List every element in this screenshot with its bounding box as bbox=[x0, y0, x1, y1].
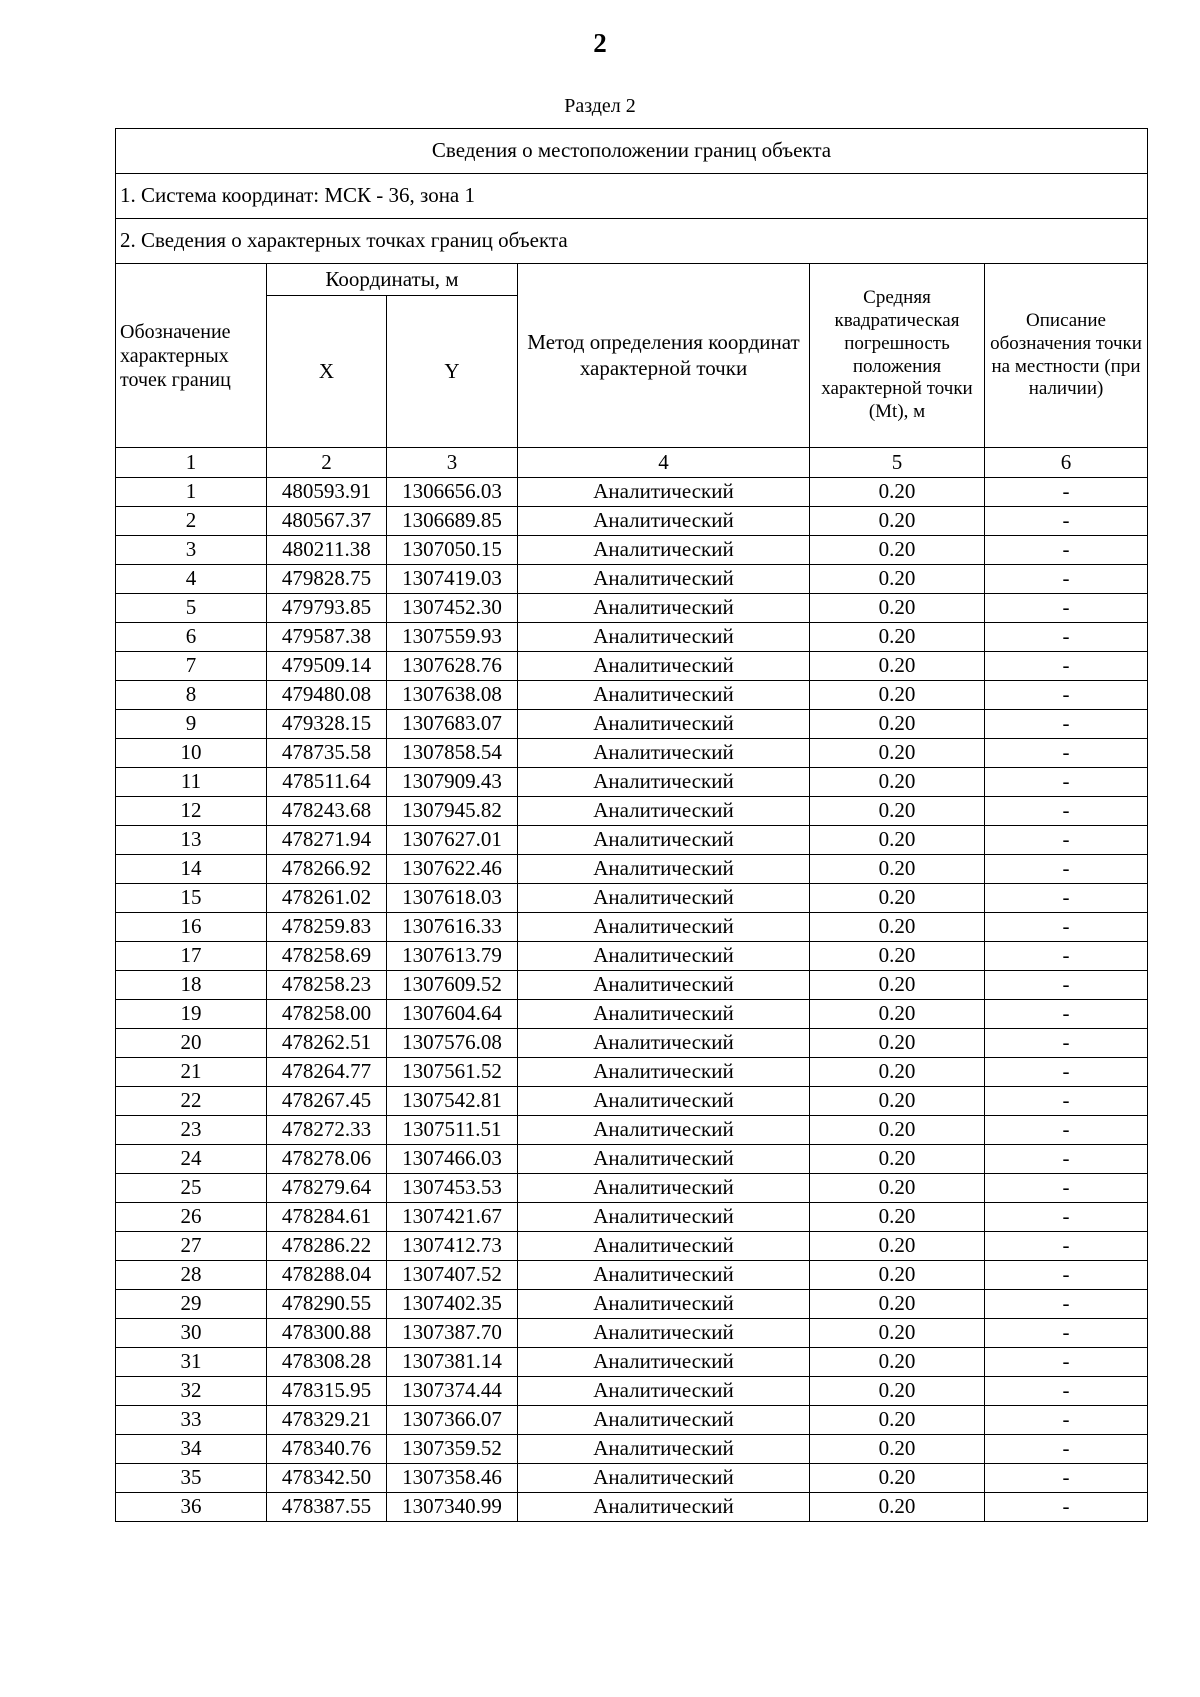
table-row bbox=[116, 855, 1148, 884]
table-row bbox=[116, 1406, 1148, 1435]
y-coordinate-cell: 1307511.51 bbox=[387, 1116, 518, 1145]
table-row bbox=[116, 1261, 1148, 1290]
error-cell: 0.20 bbox=[810, 913, 985, 942]
y-coordinate-cell: 1307359.52 bbox=[387, 1435, 518, 1464]
description-cell: - bbox=[985, 739, 1148, 768]
x-coordinate-cell: 478258.23 bbox=[267, 971, 387, 1000]
table-row bbox=[116, 1232, 1148, 1261]
column-number: 2 bbox=[267, 448, 387, 478]
error-cell: 0.20 bbox=[810, 623, 985, 652]
description-cell: - bbox=[985, 1464, 1148, 1493]
table-row bbox=[116, 942, 1148, 971]
error-cell: 0.20 bbox=[810, 1232, 985, 1261]
description-cell: - bbox=[985, 1058, 1148, 1087]
x-coordinate-cell: 478342.50 bbox=[267, 1464, 387, 1493]
header-y: Y bbox=[387, 296, 518, 448]
table-row bbox=[116, 594, 1148, 623]
error-cell: 0.20 bbox=[810, 594, 985, 623]
table-row bbox=[116, 507, 1148, 536]
x-coordinate-cell: 478271.94 bbox=[267, 826, 387, 855]
table-row bbox=[116, 1145, 1148, 1174]
error-cell: 0.20 bbox=[810, 565, 985, 594]
y-coordinate-cell: 1307050.15 bbox=[387, 536, 518, 565]
x-coordinate-cell: 478300.88 bbox=[267, 1319, 387, 1348]
point-number-cell: 26 bbox=[116, 1203, 267, 1232]
column-number: 6 bbox=[985, 448, 1148, 478]
description-cell: - bbox=[985, 1319, 1148, 1348]
error-cell: 0.20 bbox=[810, 1145, 985, 1174]
point-number-cell: 22 bbox=[116, 1087, 267, 1116]
method-cell: Аналитический bbox=[518, 565, 810, 594]
method-cell: Аналитический bbox=[518, 739, 810, 768]
method-cell: Аналитический bbox=[518, 1087, 810, 1116]
description-cell: - bbox=[985, 652, 1148, 681]
error-cell: 0.20 bbox=[810, 710, 985, 739]
column-number: 4 bbox=[518, 448, 810, 478]
x-coordinate-cell: 479480.08 bbox=[267, 681, 387, 710]
description-cell: - bbox=[985, 942, 1148, 971]
table-row bbox=[116, 1290, 1148, 1319]
table-row bbox=[116, 681, 1148, 710]
description-cell: - bbox=[985, 1290, 1148, 1319]
x-coordinate-cell: 478262.51 bbox=[267, 1029, 387, 1058]
point-number-cell: 1 bbox=[116, 478, 267, 507]
x-coordinate-cell: 480567.37 bbox=[267, 507, 387, 536]
table-row bbox=[116, 478, 1148, 507]
description-cell: - bbox=[985, 478, 1148, 507]
table-row bbox=[116, 1348, 1148, 1377]
column-number: 3 bbox=[387, 448, 518, 478]
x-coordinate-cell: 478243.68 bbox=[267, 797, 387, 826]
table-row bbox=[116, 913, 1148, 942]
y-coordinate-cell: 1307412.73 bbox=[387, 1232, 518, 1261]
error-cell: 0.20 bbox=[810, 942, 985, 971]
method-cell: Аналитический bbox=[518, 478, 810, 507]
method-cell: Аналитический bbox=[518, 1348, 810, 1377]
method-cell: Аналитический bbox=[518, 536, 810, 565]
table-row bbox=[116, 1116, 1148, 1145]
error-cell: 0.20 bbox=[810, 1203, 985, 1232]
error-cell: 0.20 bbox=[810, 1261, 985, 1290]
error-cell: 0.20 bbox=[810, 1058, 985, 1087]
error-cell: 0.20 bbox=[810, 826, 985, 855]
header-method: Метод определения координат характерной точки bbox=[518, 264, 810, 448]
x-coordinate-cell: 480211.38 bbox=[267, 536, 387, 565]
method-cell: Аналитический bbox=[518, 855, 810, 884]
table-row bbox=[116, 1203, 1148, 1232]
description-cell: - bbox=[985, 768, 1148, 797]
description-cell: - bbox=[985, 565, 1148, 594]
table-row bbox=[116, 1377, 1148, 1406]
x-coordinate-cell: 478278.06 bbox=[267, 1145, 387, 1174]
page-number: 2 bbox=[593, 28, 607, 58]
x-coordinate-cell: 478258.00 bbox=[267, 1000, 387, 1029]
x-coordinate-cell: 478266.92 bbox=[267, 855, 387, 884]
x-coordinate-cell: 478286.22 bbox=[267, 1232, 387, 1261]
description-cell: - bbox=[985, 1493, 1148, 1522]
table-row bbox=[116, 1174, 1148, 1203]
point-number-cell: 31 bbox=[116, 1348, 267, 1377]
table-row bbox=[116, 1029, 1148, 1058]
method-cell: Аналитический bbox=[518, 1464, 810, 1493]
table-row bbox=[116, 1087, 1148, 1116]
description-cell: - bbox=[985, 1203, 1148, 1232]
method-cell: Аналитический bbox=[518, 507, 810, 536]
y-coordinate-cell: 1307387.70 bbox=[387, 1319, 518, 1348]
x-coordinate-cell: 478315.95 bbox=[267, 1377, 387, 1406]
error-cell: 0.20 bbox=[810, 478, 985, 507]
x-coordinate-cell: 480593.91 bbox=[267, 478, 387, 507]
column-number: 1 bbox=[116, 448, 267, 478]
y-coordinate-cell: 1307622.46 bbox=[387, 855, 518, 884]
table-row bbox=[116, 1435, 1148, 1464]
error-cell: 0.20 bbox=[810, 1406, 985, 1435]
method-cell: Аналитический bbox=[518, 1116, 810, 1145]
method-cell: Аналитический bbox=[518, 1261, 810, 1290]
x-coordinate-cell: 478258.69 bbox=[267, 942, 387, 971]
method-cell: Аналитический bbox=[518, 797, 810, 826]
x-coordinate-cell: 478290.55 bbox=[267, 1290, 387, 1319]
table-row bbox=[116, 652, 1148, 681]
method-cell: Аналитический bbox=[518, 884, 810, 913]
x-coordinate-cell: 478329.21 bbox=[267, 1406, 387, 1435]
y-coordinate-cell: 1307421.67 bbox=[387, 1203, 518, 1232]
point-number-cell: 29 bbox=[116, 1290, 267, 1319]
table-body bbox=[116, 478, 1148, 1522]
description-cell: - bbox=[985, 1145, 1148, 1174]
method-cell: Аналитический bbox=[518, 1145, 810, 1174]
y-coordinate-cell: 1307576.08 bbox=[387, 1029, 518, 1058]
x-coordinate-cell: 478340.76 bbox=[267, 1435, 387, 1464]
method-cell: Аналитический bbox=[518, 1493, 810, 1522]
x-coordinate-cell: 478267.45 bbox=[267, 1087, 387, 1116]
boundary-points-table bbox=[115, 128, 1148, 1522]
x-coordinate-cell: 478308.28 bbox=[267, 1348, 387, 1377]
error-cell: 0.20 bbox=[810, 1029, 985, 1058]
method-cell: Аналитический bbox=[518, 971, 810, 1000]
method-cell: Аналитический bbox=[518, 768, 810, 797]
table-row bbox=[116, 797, 1148, 826]
method-cell: Аналитический bbox=[518, 1203, 810, 1232]
point-number-cell: 34 bbox=[116, 1435, 267, 1464]
table-row bbox=[116, 1464, 1148, 1493]
point-number-cell: 10 bbox=[116, 739, 267, 768]
point-number-cell: 35 bbox=[116, 1464, 267, 1493]
column-numbers-row bbox=[116, 448, 1148, 478]
x-coordinate-cell: 478264.77 bbox=[267, 1058, 387, 1087]
description-cell: - bbox=[985, 855, 1148, 884]
y-coordinate-cell: 1307628.76 bbox=[387, 652, 518, 681]
method-cell: Аналитический bbox=[518, 1435, 810, 1464]
x-coordinate-cell: 478279.64 bbox=[267, 1174, 387, 1203]
description-cell: - bbox=[985, 536, 1148, 565]
description-cell: - bbox=[985, 623, 1148, 652]
x-coordinate-cell: 478261.02 bbox=[267, 884, 387, 913]
description-cell: - bbox=[985, 1087, 1148, 1116]
x-coordinate-cell: 478387.55 bbox=[267, 1493, 387, 1522]
error-cell: 0.20 bbox=[810, 507, 985, 536]
y-coordinate-cell: 1307366.07 bbox=[387, 1406, 518, 1435]
description-cell: - bbox=[985, 594, 1148, 623]
description-cell: - bbox=[985, 681, 1148, 710]
coordinate-system: 1. Система координат: МСК - 36, зона 1 bbox=[116, 174, 1148, 219]
error-cell: 0.20 bbox=[810, 1464, 985, 1493]
point-number-cell: 13 bbox=[116, 826, 267, 855]
description-cell: - bbox=[985, 1348, 1148, 1377]
table-row bbox=[116, 768, 1148, 797]
y-coordinate-cell: 1307419.03 bbox=[387, 565, 518, 594]
points-heading: 2. Сведения о характерных точках границ объекта bbox=[116, 219, 1148, 264]
y-coordinate-cell: 1307542.81 bbox=[387, 1087, 518, 1116]
method-cell: Аналитический bbox=[518, 913, 810, 942]
point-number-cell: 9 bbox=[116, 710, 267, 739]
point-number-cell: 15 bbox=[116, 884, 267, 913]
point-number-cell: 24 bbox=[116, 1145, 267, 1174]
table-row bbox=[116, 565, 1148, 594]
y-coordinate-cell: 1307402.35 bbox=[387, 1290, 518, 1319]
y-coordinate-cell: 1307609.52 bbox=[387, 971, 518, 1000]
point-number-cell: 12 bbox=[116, 797, 267, 826]
error-cell: 0.20 bbox=[810, 1290, 985, 1319]
y-coordinate-cell: 1307638.08 bbox=[387, 681, 518, 710]
y-coordinate-cell: 1307945.82 bbox=[387, 797, 518, 826]
y-coordinate-cell: 1307559.93 bbox=[387, 623, 518, 652]
point-number-cell: 11 bbox=[116, 768, 267, 797]
description-cell: - bbox=[985, 1116, 1148, 1145]
description-cell: - bbox=[985, 1406, 1148, 1435]
point-number-cell: 18 bbox=[116, 971, 267, 1000]
y-coordinate-cell: 1307340.99 bbox=[387, 1493, 518, 1522]
section-title: Раздел 2 bbox=[564, 95, 636, 117]
point-number-cell: 7 bbox=[116, 652, 267, 681]
x-coordinate-cell: 478288.04 bbox=[267, 1261, 387, 1290]
error-cell: 0.20 bbox=[810, 1116, 985, 1145]
point-number-cell: 8 bbox=[116, 681, 267, 710]
y-coordinate-cell: 1307453.53 bbox=[387, 1174, 518, 1203]
header-x: X bbox=[267, 296, 387, 448]
table-row bbox=[116, 826, 1148, 855]
description-cell: - bbox=[985, 1435, 1148, 1464]
point-number-cell: 14 bbox=[116, 855, 267, 884]
method-cell: Аналитический bbox=[518, 1232, 810, 1261]
description-cell: - bbox=[985, 1232, 1148, 1261]
table-row bbox=[116, 623, 1148, 652]
y-coordinate-cell: 1307683.07 bbox=[387, 710, 518, 739]
error-cell: 0.20 bbox=[810, 681, 985, 710]
method-cell: Аналитический bbox=[518, 1406, 810, 1435]
error-cell: 0.20 bbox=[810, 971, 985, 1000]
y-coordinate-cell: 1307561.52 bbox=[387, 1058, 518, 1087]
description-cell: - bbox=[985, 507, 1148, 536]
description-cell: - bbox=[985, 1377, 1148, 1406]
point-number-cell: 19 bbox=[116, 1000, 267, 1029]
method-cell: Аналитический bbox=[518, 652, 810, 681]
table-row bbox=[116, 971, 1148, 1000]
y-coordinate-cell: 1307627.01 bbox=[387, 826, 518, 855]
y-coordinate-cell: 1306689.85 bbox=[387, 507, 518, 536]
error-cell: 0.20 bbox=[810, 1087, 985, 1116]
x-coordinate-cell: 478272.33 bbox=[267, 1116, 387, 1145]
header-coordinates: Координаты, м bbox=[267, 264, 518, 296]
x-coordinate-cell: 479509.14 bbox=[267, 652, 387, 681]
point-number-cell: 36 bbox=[116, 1493, 267, 1522]
point-number-cell: 25 bbox=[116, 1174, 267, 1203]
point-number-cell: 17 bbox=[116, 942, 267, 971]
y-coordinate-cell: 1307381.14 bbox=[387, 1348, 518, 1377]
header-designation: Обозначение характерных точек границ bbox=[116, 264, 267, 448]
method-cell: Аналитический bbox=[518, 942, 810, 971]
method-cell: Аналитический bbox=[518, 710, 810, 739]
column-number: 5 bbox=[810, 448, 985, 478]
description-cell: - bbox=[985, 1000, 1148, 1029]
x-coordinate-cell: 478284.61 bbox=[267, 1203, 387, 1232]
x-coordinate-cell: 478259.83 bbox=[267, 913, 387, 942]
method-cell: Аналитический bbox=[518, 623, 810, 652]
error-cell: 0.20 bbox=[810, 1000, 985, 1029]
description-cell: - bbox=[985, 913, 1148, 942]
error-cell: 0.20 bbox=[810, 768, 985, 797]
x-coordinate-cell: 479793.85 bbox=[267, 594, 387, 623]
description-cell: - bbox=[985, 1261, 1148, 1290]
point-number-cell: 2 bbox=[116, 507, 267, 536]
x-coordinate-cell: 479587.38 bbox=[267, 623, 387, 652]
method-cell: Аналитический bbox=[518, 681, 810, 710]
point-number-cell: 5 bbox=[116, 594, 267, 623]
method-cell: Аналитический bbox=[518, 1000, 810, 1029]
y-coordinate-cell: 1307616.33 bbox=[387, 913, 518, 942]
description-cell: - bbox=[985, 797, 1148, 826]
description-cell: - bbox=[985, 884, 1148, 913]
error-cell: 0.20 bbox=[810, 739, 985, 768]
method-cell: Аналитический bbox=[518, 1319, 810, 1348]
y-coordinate-cell: 1307452.30 bbox=[387, 594, 518, 623]
error-cell: 0.20 bbox=[810, 884, 985, 913]
method-cell: Аналитический bbox=[518, 1377, 810, 1406]
y-coordinate-cell: 1307466.03 bbox=[387, 1145, 518, 1174]
y-coordinate-cell: 1307604.64 bbox=[387, 1000, 518, 1029]
table-row bbox=[116, 1058, 1148, 1087]
x-coordinate-cell: 479828.75 bbox=[267, 565, 387, 594]
point-number-cell: 30 bbox=[116, 1319, 267, 1348]
method-cell: Аналитический bbox=[518, 1290, 810, 1319]
method-cell: Аналитический bbox=[518, 1174, 810, 1203]
description-cell: - bbox=[985, 1174, 1148, 1203]
y-coordinate-cell: 1307858.54 bbox=[387, 739, 518, 768]
error-cell: 0.20 bbox=[810, 1174, 985, 1203]
table-row bbox=[116, 1493, 1148, 1522]
x-coordinate-cell: 478735.58 bbox=[267, 739, 387, 768]
error-cell: 0.20 bbox=[810, 855, 985, 884]
point-number-cell: 32 bbox=[116, 1377, 267, 1406]
description-cell: - bbox=[985, 710, 1148, 739]
error-cell: 0.20 bbox=[810, 536, 985, 565]
x-coordinate-cell: 479328.15 bbox=[267, 710, 387, 739]
y-coordinate-cell: 1306656.03 bbox=[387, 478, 518, 507]
method-cell: Аналитический bbox=[518, 1058, 810, 1087]
point-number-cell: 16 bbox=[116, 913, 267, 942]
header-error: Средняя квадратическая погрешность положения характерной точки (Mt), м bbox=[810, 264, 985, 448]
y-coordinate-cell: 1307374.44 bbox=[387, 1377, 518, 1406]
method-cell: Аналитический bbox=[518, 1029, 810, 1058]
point-number-cell: 21 bbox=[116, 1058, 267, 1087]
description-cell: - bbox=[985, 971, 1148, 1000]
table-title: Сведения о местоположении границ объекта bbox=[116, 129, 1148, 174]
description-cell: - bbox=[985, 826, 1148, 855]
y-coordinate-cell: 1307618.03 bbox=[387, 884, 518, 913]
point-number-cell: 23 bbox=[116, 1116, 267, 1145]
description-cell: - bbox=[985, 1029, 1148, 1058]
error-cell: 0.20 bbox=[810, 1493, 985, 1522]
point-number-cell: 28 bbox=[116, 1261, 267, 1290]
method-cell: Аналитический bbox=[518, 826, 810, 855]
y-coordinate-cell: 1307358.46 bbox=[387, 1464, 518, 1493]
table-row bbox=[116, 710, 1148, 739]
point-number-cell: 3 bbox=[116, 536, 267, 565]
point-number-cell: 6 bbox=[116, 623, 267, 652]
point-number-cell: 4 bbox=[116, 565, 267, 594]
table-row bbox=[116, 536, 1148, 565]
error-cell: 0.20 bbox=[810, 797, 985, 826]
error-cell: 0.20 bbox=[810, 1377, 985, 1406]
table-row bbox=[116, 739, 1148, 768]
error-cell: 0.20 bbox=[810, 1319, 985, 1348]
y-coordinate-cell: 1307613.79 bbox=[387, 942, 518, 971]
table-row bbox=[116, 884, 1148, 913]
error-cell: 0.20 bbox=[810, 1435, 985, 1464]
point-number-cell: 20 bbox=[116, 1029, 267, 1058]
table-row bbox=[116, 1319, 1148, 1348]
table-row bbox=[116, 1000, 1148, 1029]
y-coordinate-cell: 1307407.52 bbox=[387, 1261, 518, 1290]
point-number-cell: 33 bbox=[116, 1406, 267, 1435]
error-cell: 0.20 bbox=[810, 1348, 985, 1377]
error-cell: 0.20 bbox=[810, 652, 985, 681]
y-coordinate-cell: 1307909.43 bbox=[387, 768, 518, 797]
header-description: Описание обозначения точки на местности (при наличии) bbox=[985, 264, 1148, 448]
x-coordinate-cell: 478511.64 bbox=[267, 768, 387, 797]
point-number-cell: 27 bbox=[116, 1232, 267, 1261]
method-cell: Аналитический bbox=[518, 594, 810, 623]
